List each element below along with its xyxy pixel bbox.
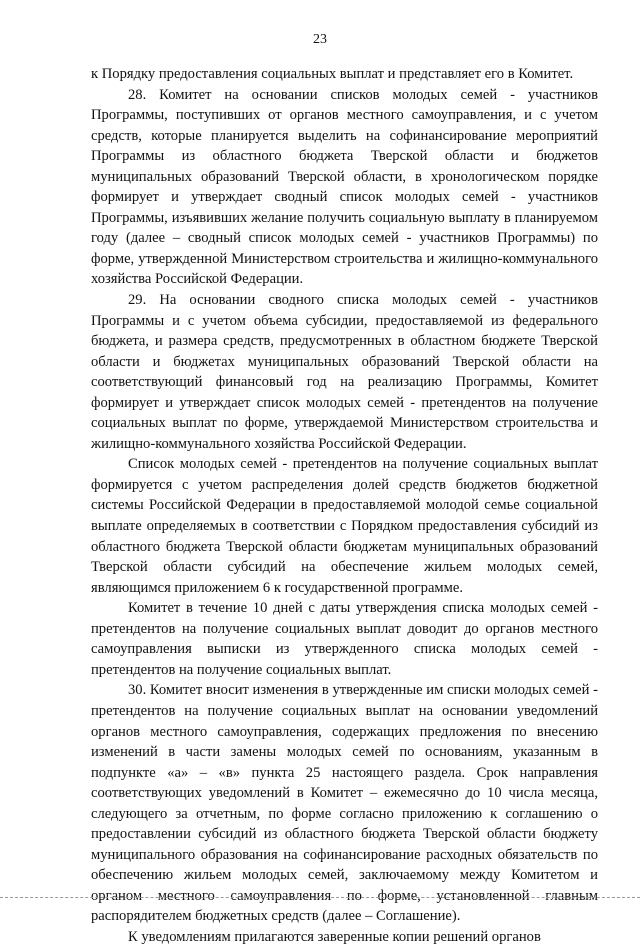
paragraph-attachments: К уведомлениям прилагаются заверенные копии решений органов bbox=[128, 928, 541, 945]
page-number: 23 bbox=[313, 32, 327, 47]
paragraph-candidate-list: Список молодых семей - претендентов на получение социальных выплат формируется с учетом распределения долей средств бюджетов бюджетной системы Российской Федерации в предоставляемой молодой семье социальной выплате определяемых в соответствии с Порядком предоставления субсидий из областного бюджета Тверской области бюджетам муниципальных образований Тверской области субсидий на обеспечение жильем молодых семей, являющимся приложением 6 к государственной программе. bbox=[91, 456, 598, 596]
paragraph-item-28: 28. Комитет на основании списков молодых семей - участников Программы, поступивших от органов местного самоуправления, и с учетом средств, которые планируется выделить на софинансирование мероприятий Программы из областного бюджета Тверской области и бюджетов муниципальных образований Тверской области, в хронологическом порядке формирует и утверждает сводный список молодых семей - участников Программы, изъявивших желание получить социальную выплату в планируемом году (далее – сводный список молодых семей - участников Программы) по форме, утвержденной Министерством строительства и жилищно-коммунального хозяйства Российской Федерации. bbox=[91, 86, 598, 288]
document-body bbox=[91, 64, 598, 948]
paragraph-continuation: к Порядку предоставления социальных выплат и представляет его в Комитет. bbox=[91, 66, 574, 82]
bottom-divider bbox=[0, 897, 640, 898]
paragraph-committee-deadline: Комитет в течение 10 дней с даты утверждения списка молодых семей - претендентов на получение социальных выплат доводит до органов местного самоуправления выписки из утвержденного списка молодых семей - претендентов на получение социальных выплат. bbox=[91, 600, 598, 678]
paragraph-item-29: 29. На основании сводного списка молодых семей - участников Программы и с учетом объема субсидии, предоставляемой из федерального бюджета, и размера средств, предусмотренных в областном бюджете Тверской области и бюджетах муниципальных образований Тверской области на соответствующий финансовый год на реализацию Программы, Комитет формирует и утверждает список молодых семей - претендентов на получение социальных выплат по форме, утверждаемой Министерством строительства и жилищно-коммунального хозяйства Российской Федерации. bbox=[91, 292, 598, 452]
paragraph-item-30: 30. Комитет вносит изменения в утвержденные им списки молодых семей - претендентов на получение социальных выплат на основании уведомлений органов местного самоуправления, содержащих предложения по внесению изменений в части замены молодых семей по основаниям, указанным в подпункте «а» – «в» пункта 25 настоящего раздела. Срок направления соответствующих уведомлений в Комитет – ежемесячно до 10 числа месяца, следующего за отчетным, по форме согласно приложению к соглашению о предоставлении субсидий из областного бюджета Тверской области бюджету муниципального образования на софинансирование расходных обязательств по обеспечению жильем молодых семей, заключаемому между Комитетом и органом местного самоуправления по форме, установленной главным распорядителем бюджетных средств (далее – Соглашение). bbox=[91, 682, 598, 925]
